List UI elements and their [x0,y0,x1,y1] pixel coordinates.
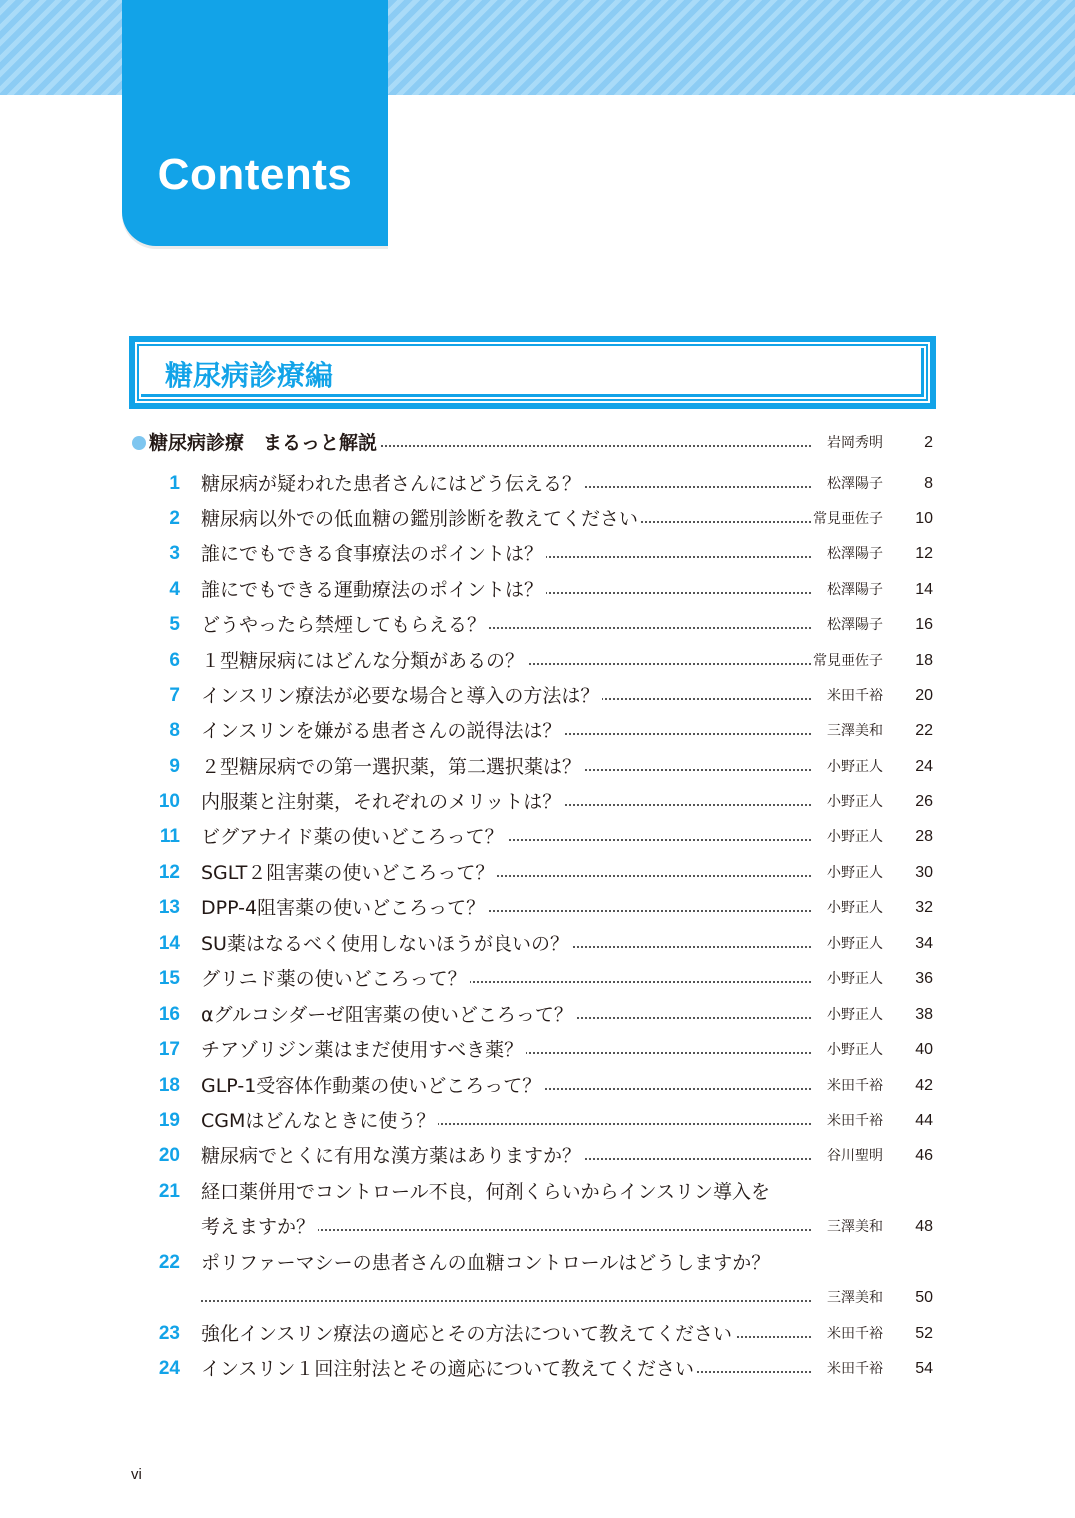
toc-entry-21-continuation[interactable] [0,1210,1075,1244]
toc-entry-7[interactable] [0,679,1075,713]
toc-entry-page: 30 [915,864,933,881]
toc-entry-title: インスリン療法が必要な場合と導入の方法は？ [201,679,602,713]
toc-entry-23[interactable] [0,1317,1075,1351]
toc-entry-title: グリニド薬の使いどころって？ [201,962,470,996]
toc-entry-title: 糖尿病でとくに有用な漢方薬はありますか？ [201,1139,584,1173]
toc-entry-title: 誰にでもできる食事療法のポイントは？ [201,537,546,571]
toc-entry-page: 42 [915,1077,933,1094]
toc-entry-16[interactable] [0,998,1075,1032]
toc-entry-number: 13 [158,897,180,918]
toc-entry-author: 小野正人 [827,759,883,775]
toc-entry-author: 米田千裕 [827,1361,883,1377]
toc-entry-title: 内服薬と注射薬，それぞれのメリットは？ [201,785,564,819]
toc-entry-author: 小野正人 [827,900,883,916]
toc-entry-title: インスリンを嫌がる患者さんの説得法は？ [201,714,564,748]
toc-entry-title: ２型糖尿病での第一選択薬，第二選択薬は？ [201,750,584,784]
section-header-box [129,336,936,409]
toc-entry-title-continued: 考えますか？ [201,1210,318,1244]
toc-entry-number: 19 [158,1110,180,1131]
toc-entry-number: 15 [158,968,180,989]
toc-entry-author: 谷川聖明 [827,1148,883,1164]
toc-entry-page: 16 [915,616,933,633]
page-title: Contents [157,150,353,199]
toc-entry-author: 松澤陽子 [827,476,883,492]
toc-entry-author: 米田千裕 [827,1078,883,1094]
toc-entry-number: 20 [158,1145,180,1166]
toc-entry-author: 小野正人 [827,936,883,952]
toc-entry-15[interactable] [0,962,1075,996]
toc-entry-number: 18 [158,1075,180,1096]
toc-entry-5[interactable] [0,608,1075,642]
section-title: 糖尿病診療編 [165,359,334,392]
toc-entry-page: 38 [915,1006,933,1023]
toc-entry-page: 32 [915,899,933,916]
toc-entry-number: 17 [158,1039,180,1060]
toc-entry-title: 経口薬併用でコントロール不良，何剤くらいからインスリン導入を [201,1175,773,1209]
toc-entry-13[interactable] [0,891,1075,925]
toc-entry-number: 1 [169,473,180,494]
toc-entry-6[interactable] [0,644,1075,678]
toc-entry-page: 50 [915,1289,933,1306]
toc-entry-14[interactable] [0,927,1075,961]
toc-entry-title: 糖尿病以外での低血糖の鑑別診断を教えてください [201,502,641,536]
contents-title-tab [122,0,388,246]
dot-leader [201,1300,811,1302]
toc-entry-author: 三澤美和 [827,1290,883,1306]
page-number-footer: vi [131,1466,142,1483]
toc-entry-author: 松澤陽子 [827,582,883,598]
toc-entry-title: 糖尿病診療 まるっと解説 [149,426,380,460]
toc-entry-title: ポリファーマシーの患者さんの血糖コントロールはどうしますか？ [201,1246,773,1280]
toc-entry-number: 10 [158,791,180,812]
toc-entry-page: 14 [915,581,933,598]
toc-entry-page: 36 [915,970,933,987]
toc-entry-author: 松澤陽子 [827,617,883,633]
toc-entry-author: 小野正人 [827,1007,883,1023]
toc-entry-4[interactable] [0,573,1075,607]
toc-entry-number: 8 [169,720,180,741]
toc-entry-18[interactable] [0,1069,1075,1103]
toc-entry-number: 22 [158,1252,180,1273]
toc-entry-title: 糖尿病が疑われた患者さんにはどう伝える？ [201,467,584,501]
toc-entry-2[interactable] [0,502,1075,536]
toc-entry-title: αグルコシダーゼ阻害薬の使いどころって？ [201,998,576,1032]
toc-entry-title: 誰にでもできる運動療法のポイントは？ [201,573,546,607]
toc-entry-19[interactable] [0,1104,1075,1138]
toc-entry-title: ビグアナイド薬の使いどころって？ [201,820,507,854]
bullet-icon [132,436,146,450]
toc-entry-11[interactable] [0,820,1075,854]
toc-entry-page: 18 [915,652,933,669]
toc-entry-author: 常見亜佐子 [813,511,883,527]
toc-entry-number: 4 [169,579,180,600]
toc-entry-number: 6 [169,650,180,671]
toc-entry-number: 3 [169,543,180,564]
toc-entry-title: チアゾリジン薬はまだ使用すべき薬？ [201,1033,526,1067]
toc-entry-number: 16 [158,1004,180,1025]
toc-entry-page: 34 [915,935,933,952]
toc-entry-page: 28 [915,828,933,845]
toc-entry-page: 2 [924,434,933,451]
toc-entry-page: 20 [915,687,933,704]
toc-entry-page: 52 [915,1325,933,1342]
toc-entry-title: インスリン１回注射法とその適応について教えてください [201,1352,697,1386]
toc-entry-number: 23 [158,1323,180,1344]
toc-entry-number: 12 [158,862,180,883]
toc-entry-intro[interactable] [0,426,1075,460]
toc-entry-9[interactable] [0,750,1075,784]
toc-entry-author: 岩岡秀明 [827,435,883,451]
toc-entry-title: 強化インスリン療法の適応とその方法について教えてください [201,1317,735,1351]
toc-entry-author: 小野正人 [827,1042,883,1058]
toc-entry-author: 小野正人 [827,971,883,987]
toc-entry-author: 米田千裕 [827,688,883,704]
toc-entry-title: SGLT２阻害薬の使いどころって？ [201,856,497,890]
toc-entry-21[interactable] [0,1175,1075,1209]
toc-entry-author: 米田千裕 [827,1326,883,1342]
toc-entry-page: 22 [915,722,933,739]
toc-entry-page: 12 [915,545,933,562]
toc-entry-page: 54 [915,1360,933,1377]
toc-entry-3[interactable] [0,537,1075,571]
toc-entry-author: 小野正人 [827,794,883,810]
toc-entry-12[interactable] [0,856,1075,890]
toc-entry-number: 7 [169,685,180,706]
toc-entry-page: 8 [924,475,933,492]
toc-entry-number: 11 [159,826,180,847]
toc-entry-author: 米田千裕 [827,1113,883,1129]
toc-entry-number: 14 [158,933,180,954]
toc-entry-page: 40 [915,1041,933,1058]
toc-entry-page: 48 [915,1218,933,1235]
toc-entry-author: 小野正人 [827,829,883,845]
toc-entry-title: １型糖尿病にはどんな分類があるの？ [201,644,527,678]
toc-entry-page: 10 [915,510,933,527]
toc-entry-author: 常見亜佐子 [813,653,883,669]
toc-entry-title: どうやったら禁煙してもらえる？ [201,608,489,642]
toc-entry-24[interactable] [0,1352,1075,1386]
toc-entry-number: 9 [169,756,180,777]
toc-entry-author: 小野正人 [827,865,883,881]
toc-entry-17[interactable] [0,1033,1075,1067]
toc-entry-title: CGMはどんなときに使う？ [201,1104,438,1138]
toc-entry-title: GLP-1受容体作動薬の使いどころって？ [201,1069,544,1103]
toc-entry-page: 24 [915,758,933,775]
toc-entry-author: 三澤美和 [827,1219,883,1235]
toc-entry-number: 21 [158,1181,180,1202]
toc-entry-page: 44 [915,1112,933,1129]
toc-entry-22[interactable] [0,1246,1075,1280]
toc-entry-page: 26 [915,793,933,810]
toc-entry-title: DPP-4阻害薬の使いどころって？ [201,891,488,925]
toc-entry-number: 2 [169,508,180,529]
toc-entry-10[interactable] [0,785,1075,819]
toc-entry-number: 5 [169,614,180,635]
toc-entry-author: 松澤陽子 [827,546,883,562]
toc-entry-author: 三澤美和 [827,723,883,739]
toc-entry-page: 46 [915,1147,933,1164]
toc-entry-22-continuation[interactable] [0,1281,1075,1315]
toc-entry-8[interactable] [0,714,1075,748]
toc-entry-title: SU薬はなるべく使用しないほうが良いの？ [201,927,572,961]
toc-entry-20[interactable] [0,1139,1075,1173]
toc-entry-1[interactable] [0,467,1075,501]
toc-entry-number: 24 [158,1358,180,1379]
